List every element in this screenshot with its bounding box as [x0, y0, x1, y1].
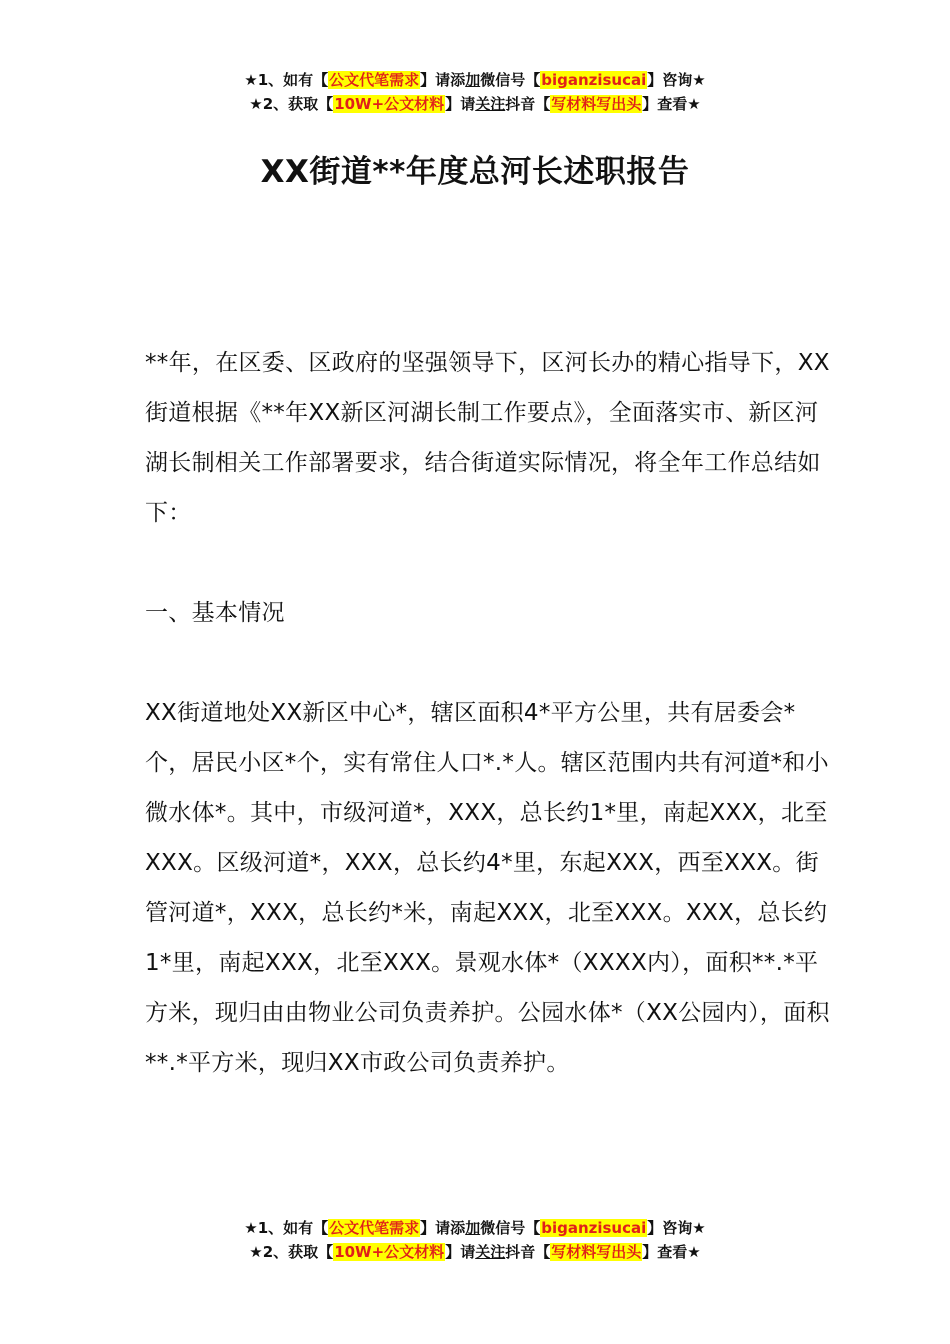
banner-text: ★2、获取【	[249, 1243, 334, 1261]
banner-text: 】请	[445, 1243, 476, 1261]
banner-text: 抖音【	[505, 95, 551, 113]
banner-highlight: 写材料写出头	[551, 1243, 642, 1261]
banner-text: 】请添	[420, 1219, 466, 1237]
banner-text: 】咨询★	[647, 1219, 706, 1237]
banner-text: ★2、获取【	[249, 95, 334, 113]
banner-text: 加	[465, 71, 481, 89]
banner-text: ★1、如有【	[244, 1219, 329, 1237]
banner-highlight: biganzisucai	[541, 71, 647, 89]
banner-highlight: 10W+公文材料	[334, 95, 445, 113]
section-heading: 一、基本情况	[145, 600, 285, 626]
banner-text: 】查看★	[642, 95, 701, 113]
banner-highlight: 公文代笔需求	[329, 1219, 420, 1237]
intro-paragraph: **年，在区委、区政府的坚强领导下，区河长办的精心指导下，XX街道根据《**年XX新区河湖长制工作要点》，全面落实市、新区河湖长制相关工作部署要求，结合街道实际情况，将全年工作总结如下：	[145, 350, 830, 526]
banner-highlight: 公文代笔需求	[329, 71, 420, 89]
banner-text: 】咨询★	[647, 71, 706, 89]
banner-text: 微信号【	[480, 1219, 541, 1237]
banner-text: ★1、如有【	[244, 71, 329, 89]
banner-line-1	[0, 68, 950, 92]
top-ad-banner	[0, 68, 950, 116]
banner-text: 抖音【	[505, 1243, 551, 1261]
banner-text: 关注	[475, 95, 506, 113]
banner-highlight: 写材料写出头	[551, 95, 642, 113]
banner-line-2	[0, 1240, 950, 1264]
banner-text: 加	[465, 1219, 481, 1237]
banner-text: 】查看★	[642, 1243, 701, 1261]
banner-text: 关注	[475, 1243, 506, 1261]
bottom-ad-banner	[0, 1216, 950, 1264]
banner-text: 微信号【	[480, 71, 541, 89]
banner-text: 】请	[445, 95, 476, 113]
banner-highlight: biganzisucai	[541, 1219, 647, 1237]
banner-line-2	[0, 92, 950, 116]
document-title: XX街道**年度总河长述职报告	[260, 154, 690, 190]
banner-text: 】请添	[420, 71, 466, 89]
banner-line-1	[0, 1216, 950, 1240]
section-body-paragraph: XX街道地处XX新区中心*，辖区面积4*平方公里，共有居委会*个，居民小区*个，实有常住人口*.*人。辖区范围内共有河道*和小微水体*。其中，市级河道*，XXX，总长约1*里，南起XXX，北至XXX。区级河道*，XXX，总长约4*里，东起XXX，西至XXX。街管河道*，XXX，总长约*米，南起XXX，北至XXX。XXX，总长约1*里，南起XXX，北至XXX。景观水体*（XXXX内），面积**.*平方米，现归由由物业公司负责养护。公园水体*（XX公园内），面积**.*平方米，现归XX市政公司负责养护。	[145, 700, 830, 1076]
banner-highlight: 10W+公文材料	[334, 1243, 445, 1261]
